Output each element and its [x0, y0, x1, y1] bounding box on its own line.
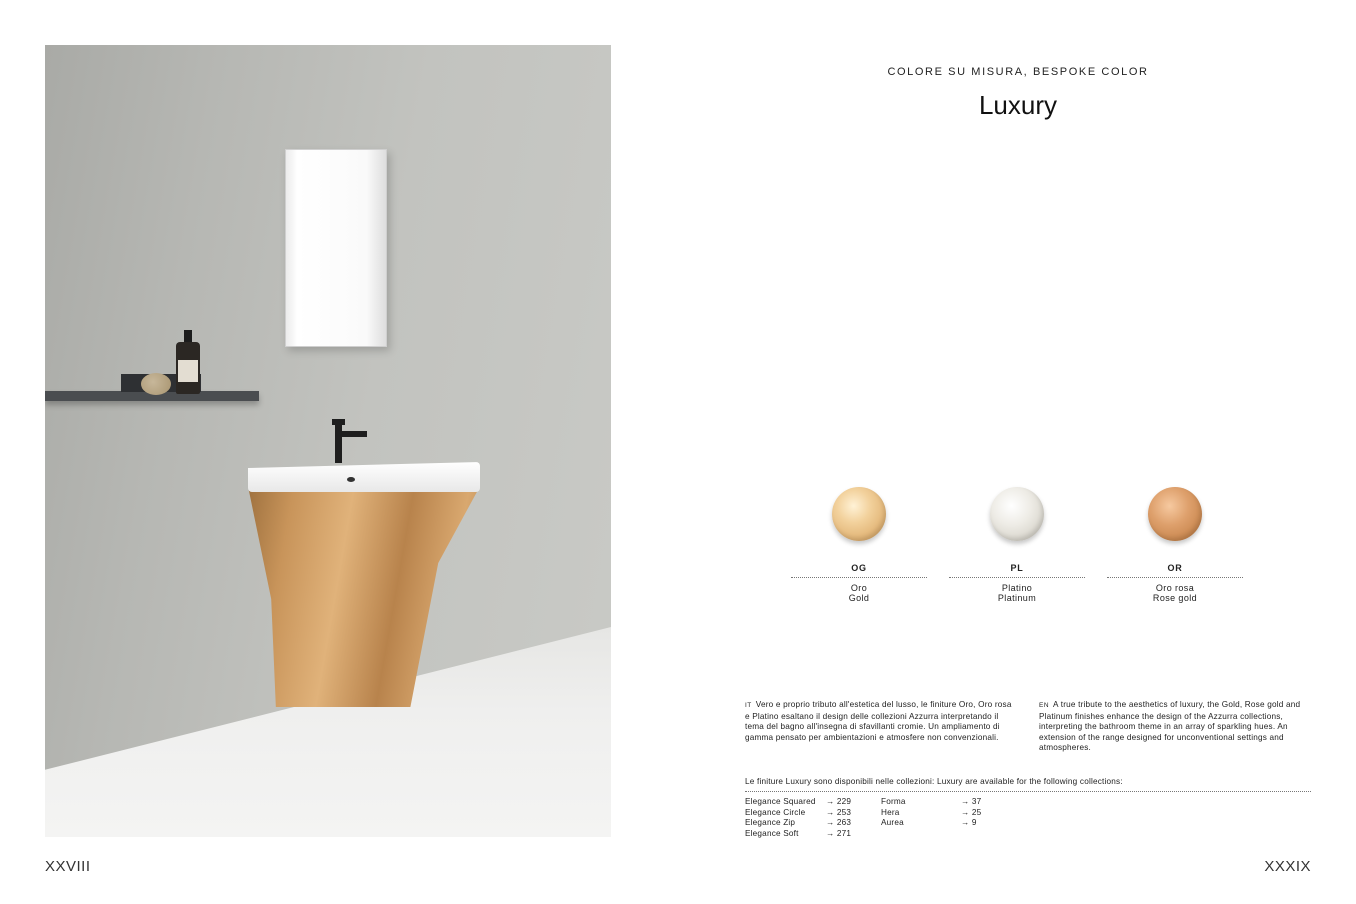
page-ref: → 37: [961, 797, 982, 806]
collections-list: [745, 797, 875, 839]
swatch-chip: [990, 487, 1044, 541]
wall-mirror: [285, 149, 387, 347]
collection-name: Hera: [881, 807, 900, 817]
lang-tag: EN: [1039, 702, 1050, 709]
collection-item[interactable]: [745, 797, 875, 808]
basin-bowl: [248, 462, 480, 492]
page-ref: → 271: [826, 828, 852, 838]
collection-item[interactable]: [745, 818, 875, 829]
page-ref: → 253: [826, 807, 852, 817]
swatch-name-en: Platinum: [997, 593, 1037, 603]
page-ref: → 263: [826, 818, 852, 827]
sponge: [141, 373, 171, 395]
divider: [1107, 577, 1243, 578]
collection-name: Elegance Circle: [745, 807, 806, 817]
page-ref: → 229: [826, 797, 852, 806]
faucet-handle: [332, 419, 345, 425]
divider: [949, 577, 1085, 578]
swatch-platinum: [949, 487, 1085, 603]
collection-item[interactable]: [881, 797, 1001, 808]
swatch-name-en: Rose gold: [1152, 593, 1198, 603]
page-number-right: XXXIX: [1264, 858, 1311, 875]
page-number-left: XXVIII: [45, 858, 91, 875]
availability-note: Le finiture Luxury sono disponibili nelle collezioni: Luxury are available for the following collections:: [745, 777, 1123, 786]
collection-name: Forma: [881, 797, 906, 806]
collection-name: Aurea: [881, 818, 904, 827]
description-it: [745, 700, 1013, 743]
collections-list: [881, 797, 1001, 829]
swatch-name-it: Oro: [850, 583, 868, 593]
swatch-code: OR: [1167, 563, 1183, 573]
swatch-chip: [832, 487, 886, 541]
page-ref: → 9: [961, 818, 977, 827]
swatch-gold: [791, 487, 927, 603]
description-text: Vero e proprio tributo all'estetica del lusso, le finiture Oro, Oro rosa e Platino esaltano il design delle collezioni Azzurra interpretando il tema del bagno all'insegna di sfavillanti cromie. Un ampliamento di gamma pensato per ambientazioni e atmosfere non convenzionali.: [745, 700, 1012, 742]
section-kicker: COLORE SU MISURA, BESPOKE COLOR: [887, 66, 1149, 78]
divider: [791, 577, 927, 578]
description-text: A true tribute to the aesthetics of luxury, the Gold, Rose gold and Platinum finishes enhance the design of the Azzurra collections, interpreting the bathroom theme in an array of sparkling hues. An extension of the range designed for unconventional settings and atmospheres.: [1039, 700, 1301, 752]
swatch-chip: [1148, 487, 1202, 541]
collection-name: Elegance Soft: [745, 828, 799, 838]
swatch-code: PL: [1010, 563, 1024, 573]
collection-name: Elegance Squared: [745, 797, 816, 806]
swatch-name-en: Gold: [848, 593, 870, 603]
collection-item[interactable]: [881, 808, 1001, 819]
page-title: Luxury: [978, 90, 1058, 120]
page-ref: → 25: [961, 807, 982, 817]
collection-name: Elegance Zip: [745, 818, 796, 827]
swatch-name-it: Platino: [1001, 583, 1033, 593]
description-en: [1039, 700, 1307, 754]
bottle-label: [178, 360, 198, 382]
basin-drain: [347, 477, 355, 482]
lang-tag: IT: [745, 702, 752, 709]
divider: [745, 791, 1311, 792]
swatch-name-it: Oro rosa: [1155, 583, 1195, 593]
collection-item[interactable]: [745, 829, 875, 840]
swatch-rose-gold: [1107, 487, 1243, 603]
collection-item[interactable]: [881, 818, 1001, 829]
collection-item[interactable]: [745, 808, 875, 819]
faucet-spout: [335, 431, 367, 437]
product-photo: [45, 45, 611, 837]
faucet: [335, 421, 342, 463]
swatch-code: OG: [851, 563, 867, 573]
